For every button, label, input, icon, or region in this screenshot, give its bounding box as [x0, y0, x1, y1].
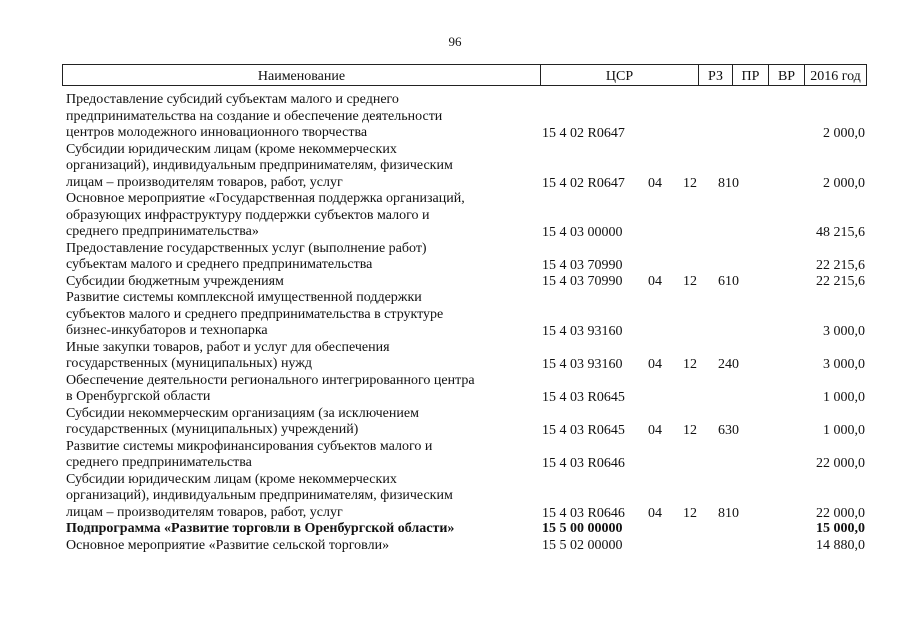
table-row — [0, 439, 905, 472]
row-amount: 2 000,0 — [823, 175, 865, 191]
row-vr: 610 — [718, 273, 739, 289]
row-name-line: Субсидии некоммерческим организациям (за исключением — [66, 405, 419, 421]
table-row — [0, 92, 905, 142]
row-name — [66, 406, 526, 439]
row-amount: 22 000,0 — [816, 505, 865, 521]
row-csr: 15 5 02 00000 — [542, 537, 623, 553]
row-amount: 22 215,6 — [816, 258, 865, 273]
row-name-line: субъектам малого и среднего предпринимательства — [66, 257, 373, 272]
row-amount: 1 000,0 — [823, 423, 865, 438]
row-name-line: Предоставление субсидий субъектам малого и среднего — [66, 92, 399, 107]
table-header — [62, 64, 867, 86]
row-name-line: организаций), индивидуальным предпринимателям, физическим — [66, 488, 453, 503]
row-name-line: Развитие системы комплексной имущественной поддержки — [66, 290, 422, 305]
row-name — [66, 92, 526, 142]
row-name-line: Субсидии юридическим лицам (кроме некоммерческих — [66, 471, 397, 487]
row-amount: 2 000,0 — [823, 126, 865, 141]
row-name-line: субъектов малого и среднего предпринимательства в структуре — [66, 306, 444, 322]
row-csr: 15 4 03 R0646 — [542, 505, 625, 521]
row-vr: 810 — [718, 175, 739, 191]
row-name-line: лицам – производителям товаров, работ, услуг — [66, 504, 343, 520]
row-amount: 1 000,0 — [823, 390, 865, 405]
row-vr: 810 — [718, 505, 739, 521]
row-name-line: в Оренбургской области — [66, 389, 211, 404]
row-pr: 12 — [683, 505, 697, 521]
row-name-line: Обеспечение деятельности регионального интегрированного центра — [66, 372, 475, 388]
row-csr: 15 4 03 R0645 — [542, 423, 625, 438]
row-vr: 240 — [718, 357, 739, 372]
row-name — [66, 439, 526, 472]
row-rz: 04 — [648, 175, 662, 191]
row-name-line: бизнес-инкубаторов и технопарка — [66, 323, 268, 338]
header-vr: ВР — [768, 65, 804, 85]
header-name: Наименование — [257, 69, 346, 84]
table-row — [0, 373, 905, 406]
table-row — [0, 340, 905, 373]
row-pr: 12 — [683, 273, 697, 289]
row-name-line: Субсидии бюджетным учреждениям — [66, 273, 284, 289]
row-name — [66, 472, 526, 522]
row-name-line: государственных (муниципальных) нужд — [66, 356, 313, 371]
table-row — [0, 142, 905, 192]
table-row — [0, 538, 905, 555]
row-name-line: Субсидии юридическим лицам (кроме некоммерческих — [66, 141, 397, 157]
row-name — [66, 191, 526, 241]
row-csr: 15 4 02 R0647 — [542, 126, 625, 141]
row-amount: 48 215,6 — [816, 225, 865, 240]
row-name-line: Основное мероприятие «Государственная поддержка организаций, — [66, 191, 465, 206]
row-name-line: предпринимательства на создание и обеспечение деятельности — [66, 108, 443, 124]
row-rz: 04 — [648, 423, 662, 438]
row-amount: 15 000,0 — [816, 521, 865, 536]
row-amount: 3 000,0 — [823, 357, 865, 372]
row-name-line: центров молодежного инновационного творчества — [66, 125, 368, 140]
row-name — [66, 142, 526, 192]
table-row — [0, 191, 905, 241]
row-csr: 15 4 03 93160 — [542, 324, 623, 339]
row-csr: 15 4 02 R0647 — [542, 175, 625, 191]
table-row — [0, 241, 905, 274]
row-name — [66, 340, 526, 373]
row-name-line: образующих инфраструктуру поддержки субъектов малого и — [66, 207, 430, 223]
row-name-line: Подпрограмма «Развитие торговли в Оренбургской области» — [66, 521, 455, 536]
row-rz: 04 — [648, 505, 662, 521]
row-name — [66, 241, 526, 274]
row-csr: 15 4 03 R0645 — [542, 390, 625, 405]
row-name — [66, 373, 526, 406]
table-row — [0, 290, 905, 340]
row-name-line: Предоставление государственных услуг (выполнение работ) — [66, 240, 427, 256]
row-name — [66, 521, 526, 538]
row-amount: 3 000,0 — [823, 324, 865, 339]
row-name-line: среднего предпринимательства — [66, 455, 252, 470]
row-vr: 630 — [718, 423, 739, 438]
row-csr: 15 4 03 70990 — [542, 258, 623, 273]
row-name-line: государственных (муниципальных) учреждений) — [66, 422, 359, 437]
header-csr: ЦСР — [540, 65, 698, 85]
row-name-line: лицам – производителям товаров, работ, услуг — [66, 174, 343, 190]
page-number: 96 — [448, 34, 462, 49]
row-name-line: Основное мероприятие «Развитие сельской торговли» — [66, 537, 390, 553]
row-name-line: среднего предпринимательства» — [66, 224, 259, 239]
row-name-line: Развитие системы микрофинансирования субъектов малого и — [66, 438, 433, 454]
table-row — [0, 274, 905, 291]
row-rz: 04 — [648, 357, 662, 372]
row-name — [66, 290, 526, 340]
table-row — [0, 521, 905, 538]
row-csr: 15 5 00 00000 — [542, 521, 623, 536]
row-pr: 12 — [683, 423, 697, 438]
table-row — [0, 406, 905, 439]
row-name — [66, 538, 526, 555]
row-name-line: организаций), индивидуальным предпринимателям, физическим — [66, 158, 453, 173]
row-pr: 12 — [683, 357, 697, 372]
row-rz: 04 — [648, 273, 662, 289]
row-amount: 14 880,0 — [816, 537, 865, 553]
header-pr: ПР — [732, 65, 768, 85]
row-pr: 12 — [683, 175, 697, 191]
row-amount: 22 215,6 — [816, 273, 865, 289]
header-year: 2016 год — [804, 65, 866, 85]
row-csr: 15 4 03 00000 — [542, 225, 623, 240]
row-csr: 15 4 03 93160 — [542, 357, 623, 372]
row-name-line: Иные закупки товаров, работ и услуг для обеспечения — [66, 339, 390, 355]
row-csr: 15 4 03 R0646 — [542, 456, 625, 471]
row-csr: 15 4 03 70990 — [542, 273, 623, 289]
row-amount: 22 000,0 — [816, 456, 865, 471]
table-row — [0, 472, 905, 522]
row-name — [66, 274, 526, 291]
header-rz: РЗ — [698, 65, 732, 85]
